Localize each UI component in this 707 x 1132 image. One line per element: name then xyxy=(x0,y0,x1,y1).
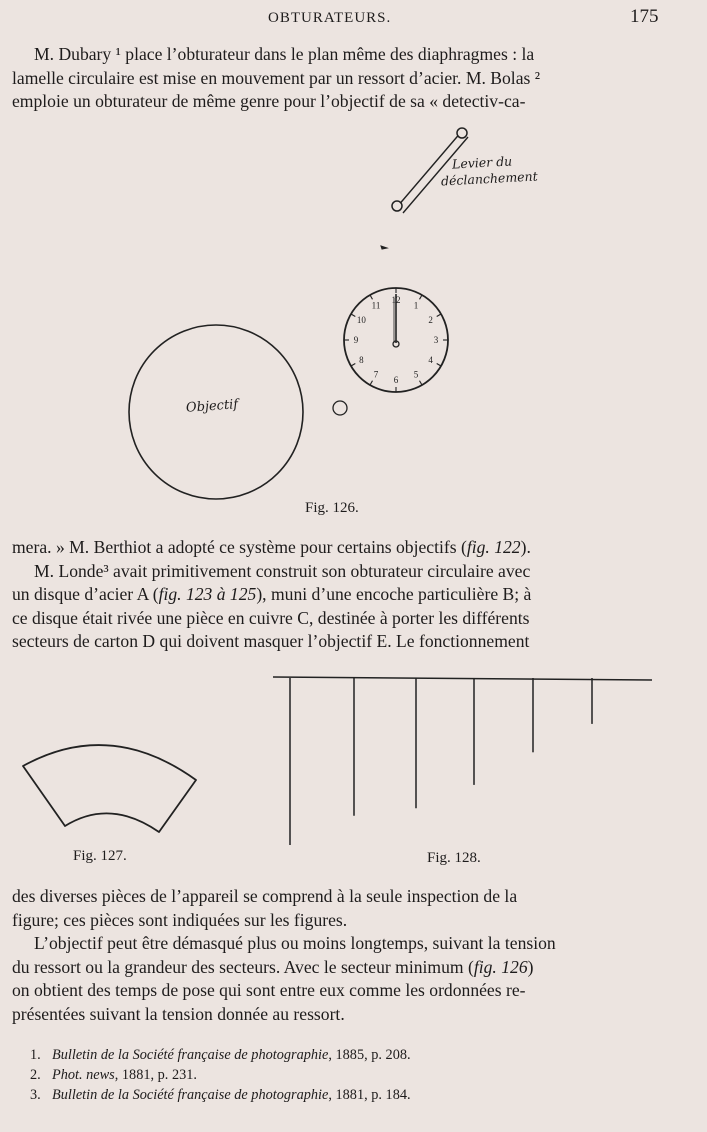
dial-number: 9 xyxy=(353,335,359,345)
dial xyxy=(344,288,448,392)
lever-label-line-1: Levier du xyxy=(451,153,513,172)
figure-127-caption: Fig. 127. xyxy=(73,848,127,864)
small-hole xyxy=(333,401,347,415)
card-sector xyxy=(23,745,196,832)
text-line: M. Londe³ avait primitivement construit son obturateur circulaire avec xyxy=(34,560,531,581)
footnote-title: Bulletin de la Société française de photographie xyxy=(52,1087,329,1103)
footnote-2 xyxy=(30,1066,197,1085)
text-line: on obtient des temps de pose qui sont entre eux comme les ordonnées re- xyxy=(12,980,526,1001)
dial-number: 4 xyxy=(428,355,433,365)
figure-128-caption: Fig. 128. xyxy=(427,850,481,866)
text-line: secteurs de carton D qui doivent masquer l’objectif E. Le fonctionnement xyxy=(12,631,530,652)
footnote-number: 3. xyxy=(30,1087,41,1103)
dial-number: 8 xyxy=(359,355,364,365)
dial-tick xyxy=(370,381,373,385)
dial-tick xyxy=(437,364,441,367)
running-header: OBTURATEURS. xyxy=(268,10,392,26)
text-line: lamelle circulaire est mise en mouvement par un ressort d’acier. M. Bolas ² xyxy=(12,67,541,88)
text-line: mera. » M. Berthiot a adopté ce système pour certains objectifs (fig. 122). xyxy=(12,537,531,557)
dial-number: 7 xyxy=(373,369,379,380)
text-line: présentées suivant la tension donnée au ressort. xyxy=(12,1003,345,1024)
text-line: figure; ces pièces sont indiquées sur les figures. xyxy=(12,909,348,930)
text-line: du ressort ou la grandeur des secteurs. Avec le secteur minimum (fig. 126) xyxy=(12,956,534,977)
dial-number: 6 xyxy=(393,375,399,385)
dial-number: 1 xyxy=(413,300,419,311)
dial-number: 3 xyxy=(433,335,439,345)
footnote-3 xyxy=(30,1086,411,1105)
paragraph-1 xyxy=(12,43,667,114)
dial-tick xyxy=(370,295,373,299)
text-line: ce disque était rivée une pièce en cuivre C, destinée à porter les différents xyxy=(12,607,530,628)
dial-tick xyxy=(351,314,355,317)
dial-tick xyxy=(351,364,355,367)
footnote-title: Bulletin de la Société française de photographie xyxy=(52,1047,329,1063)
text-line: L’objectif peut être démasqué plus ou moins longtemps, suivant la tension xyxy=(34,933,556,954)
footnote-rest: , 1881, p. 231. xyxy=(114,1067,197,1083)
dial-number: 11 xyxy=(371,300,381,311)
dial-tick xyxy=(420,381,423,385)
dial-number: 12 xyxy=(391,295,401,305)
dial-number: 2 xyxy=(428,315,433,325)
dial-tick xyxy=(437,314,441,317)
ordinate-baseline xyxy=(273,677,652,680)
paragraph-3 xyxy=(12,885,667,1027)
dial-number: 5 xyxy=(413,369,419,380)
footnote-rest: , 1881, p. 184. xyxy=(328,1087,411,1103)
small-mark xyxy=(381,246,387,249)
text-line: emploie un obturateur de même genre pour l’objectif de sa « detectiv-ca- xyxy=(12,91,526,112)
figure-126-caption: Fig. 126. xyxy=(305,500,359,516)
dial-tick xyxy=(420,295,423,299)
text-line: M. Dubary ¹ place l’obturateur dans le plan même des diaphragmes : la xyxy=(34,44,535,64)
footnote-1 xyxy=(30,1046,411,1065)
text-line: des diverses pièces de l’appareil se comprend à la seule inspection de la xyxy=(12,886,518,906)
paragraph-2 xyxy=(12,536,667,654)
lever-label-line-2: déclanchement xyxy=(440,168,539,189)
footnote-title: Phot. news xyxy=(52,1067,115,1083)
footnote-rest: , 1885, p. 208. xyxy=(328,1047,411,1063)
footnote-number: 1. xyxy=(30,1047,41,1063)
dial-number: 10 xyxy=(356,315,366,325)
lens-label: Objectif xyxy=(185,397,239,416)
page-number: 175 xyxy=(630,6,659,27)
text-line: un disque d’acier A (fig. 123 à 125), muni d’une encoche particulière B; à xyxy=(12,584,532,605)
footnote-number: 2. xyxy=(30,1067,41,1083)
